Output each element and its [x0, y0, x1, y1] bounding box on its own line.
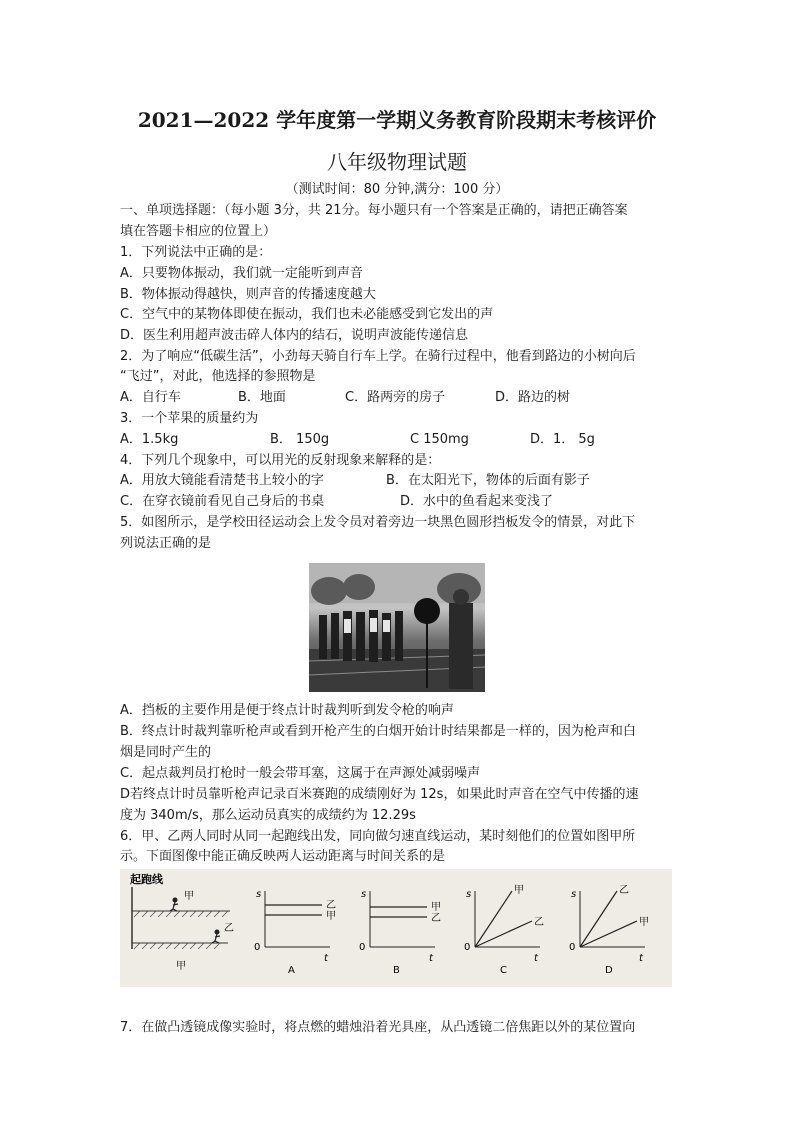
- q5-stem-line2: 列说法正确的是: [120, 536, 212, 551]
- q3-option-a: A．1.5kg: [120, 432, 179, 447]
- q2-option-d: D．路边的树: [495, 390, 571, 405]
- section-heading-line1: 一、单项选择题：（每小题 3分，共 21分。每小题只有一个答案是正确的，请把正确答案: [120, 203, 628, 218]
- svg-text:s: s: [571, 889, 577, 900]
- svg-text:s: s: [361, 889, 367, 900]
- graph-b-label: B: [393, 965, 400, 976]
- svg-text:t: t: [324, 953, 328, 964]
- q5-option-d-line1: D若终点计时员靠听枪声记录百米赛跑的成绩刚好为 12s，如果此时声音在空气中传播的速: [120, 787, 639, 802]
- svg-text:0: 0: [569, 942, 576, 953]
- section-heading-line2: 填在答题卡相应的位置上）: [120, 224, 277, 239]
- q5-option-c: C．起点裁判员打枪时一般会带耳塞，这属于在声源处减弱噪声: [120, 766, 481, 781]
- svg-text:甲: 甲: [326, 911, 336, 922]
- svg-text:t: t: [639, 953, 643, 964]
- q7-stem-line1: 7．在做凸透镜成像实验时，将点燃的蜡烛沿着光具座，从凸透镜二倍焦距以外的某位置向: [120, 1020, 636, 1035]
- q4-option-d: D．水中的鱼看起来变浅了: [400, 494, 554, 509]
- q3-stem: 3．一个苹果的质量约为: [120, 411, 259, 426]
- q4-stem: 4．下列几个现象中，可以用光的反射现象来解释的是：: [120, 453, 441, 468]
- track-label-yi: 乙: [224, 923, 234, 934]
- starter-photo: [309, 563, 485, 692]
- q5-stem-line1: 5．如图所示，是学校田径运动会上发令员对着旁边一块黑色圆形挡板发令的情景，对此下: [120, 515, 636, 530]
- graph-a: [254, 889, 336, 976]
- q1-option-b: B．物体振动得越快，则声音的传播速度越大: [120, 287, 376, 302]
- q2-option-b: B．地面: [238, 390, 286, 405]
- q2-stem-line1: 2．为了响应“低碳生活”，小劲每天骑自行车上学。在骑行过程中，他看到路边的小树向后: [120, 349, 636, 364]
- q3-option-d: D．1． 5g: [530, 432, 595, 447]
- svg-text:s: s: [466, 889, 472, 900]
- start-line-label: 起跑线: [130, 873, 163, 886]
- q5-option-b-line2: 烟是同时产生的: [120, 745, 212, 760]
- q2-option-a: A．自行车: [120, 390, 181, 405]
- q5-option-b-line1: B．终点计时裁判靠听枪声或看到开枪产生的白烟开始计时结果都是一样的，因为枪声和白: [120, 724, 636, 739]
- svg-text:t: t: [429, 953, 433, 964]
- q3-option-b: B． 150g: [270, 432, 330, 447]
- track-figure-label: 甲: [176, 961, 186, 972]
- q5-option-d-line2: 度为 340m/s，那么运动员真实的成绩约为 12.29s: [120, 808, 416, 823]
- track-label-jia: 甲: [184, 891, 194, 902]
- graph-d-label: D: [605, 965, 613, 976]
- svg-text:t: t: [534, 953, 538, 964]
- q1-option-a: A．只要物体振动，我们就一定能听到声音: [120, 266, 363, 281]
- graph-c-label: C: [500, 965, 507, 976]
- svg-text:甲: 甲: [431, 902, 441, 913]
- q4-option-a: A．用放大镜能看清楚书上较小的字: [120, 473, 324, 488]
- svg-text:甲: 甲: [639, 917, 649, 928]
- graph-d: [569, 884, 649, 976]
- q6-figure: [120, 869, 672, 987]
- svg-text:乙: 乙: [431, 913, 441, 924]
- q6-stem-line2: 示。下面图像中能正确反映两人运动距离与时间关系的是: [120, 849, 446, 864]
- graph-c: [464, 884, 544, 976]
- svg-text:乙: 乙: [534, 917, 544, 928]
- svg-text:s: s: [256, 889, 262, 900]
- exam-subtitle: 八年级物理试题: [327, 150, 467, 174]
- exam-title: 2021—2022 学年度第一学期义务教育阶段期末考核评价: [137, 108, 657, 132]
- q1-option-c: C．空气中的某物体即使在振动，我们也未必能感受到它发出的声: [120, 307, 494, 322]
- svg-text:0: 0: [359, 942, 366, 953]
- svg-text:乙: 乙: [326, 900, 336, 911]
- q4-option-c: C．在穿衣镜前看见自己身后的书桌: [120, 494, 325, 509]
- q1-stem: 1．下列说法中正确的是：: [120, 245, 272, 260]
- q2-option-c: C．路两旁的房子: [345, 390, 446, 405]
- q1-option-d: D．医生利用超声波击碎人体内的结石，说明声波能传递信息: [120, 328, 469, 343]
- q6-stem-line1: 6．甲、乙两人同时从同一起跑线出发，同向做匀速直线运动，某时刻他们的位置如图甲所: [120, 829, 636, 844]
- svg-text:0: 0: [254, 942, 261, 953]
- q5-option-a: A．挡板的主要作用是便于终点计时裁判听到发令枪的响声: [120, 703, 454, 718]
- graph-b: [359, 889, 441, 976]
- q3-option-c: C 150mg: [410, 432, 469, 447]
- svg-text:甲: 甲: [514, 885, 524, 896]
- q2-stem-line2: “飞过”，对此，他选择的参照物是: [120, 369, 316, 384]
- q4-option-b: B．在太阳光下，物体的后面有影子: [386, 473, 590, 488]
- exam-meta: （测试时间：80 分钟,满分：100 分）: [285, 182, 509, 197]
- graph-a-label: A: [288, 965, 295, 976]
- svg-text:乙: 乙: [619, 885, 629, 896]
- svg-text:0: 0: [464, 942, 471, 953]
